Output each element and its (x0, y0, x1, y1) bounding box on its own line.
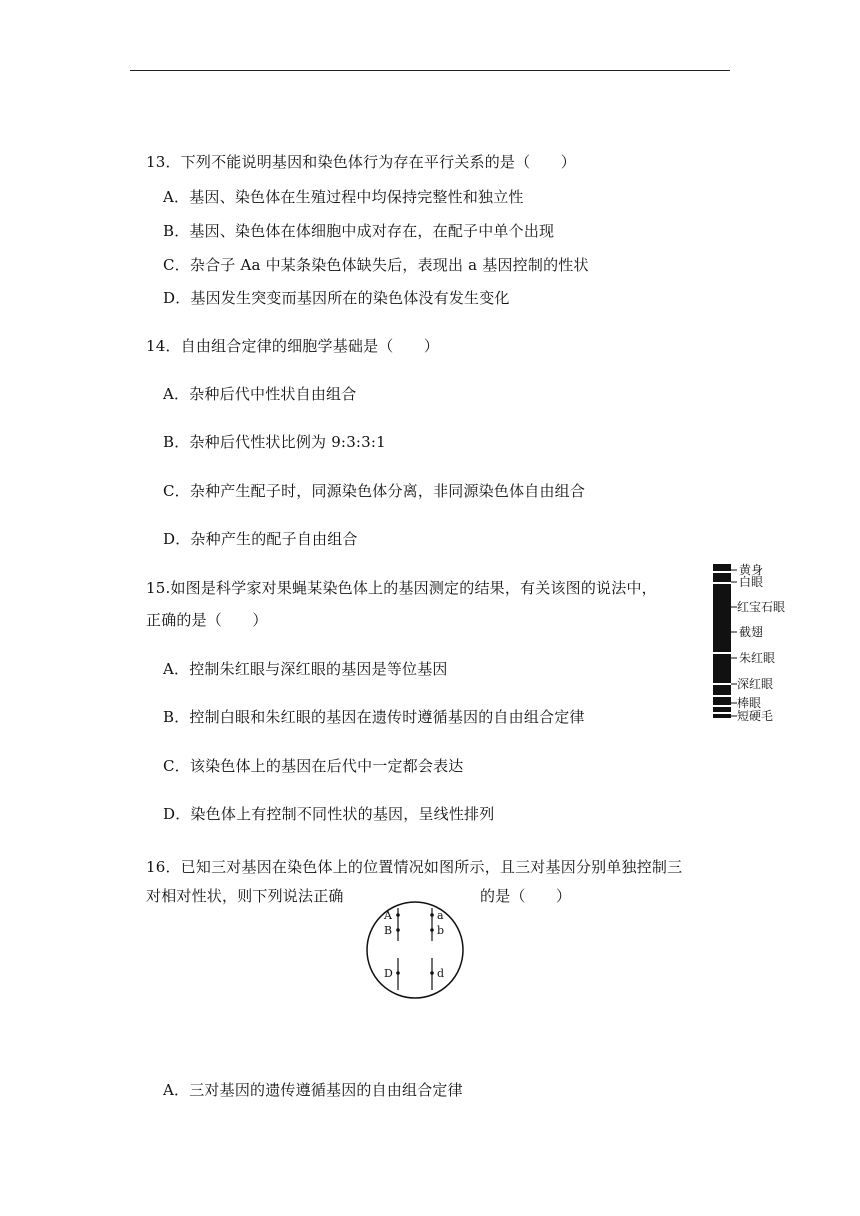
gene-label-cut-wing: 截翅 (739, 625, 764, 639)
gene-label-short-bristle: 短硬毛 (737, 709, 774, 723)
chromosome-gene-map-figure (705, 562, 855, 724)
allele-label-d: d (437, 967, 445, 980)
gene-label-carmine-eye: 深红眼 (737, 677, 774, 691)
allele-label-A: A (384, 909, 392, 922)
allele-label-b: b (437, 924, 445, 937)
q15-option-a: A．控制朱红眼与深红眼的基因是等位基因 (163, 660, 448, 678)
gene-label-bar-eye: 棒眼 (737, 696, 762, 710)
gene-label-yellow-body: 黄身 (739, 563, 764, 577)
allele-label-B: B (384, 924, 393, 937)
q13-option-a: A．基因、染色体在生殖过程中均保持完整性和独立性 (163, 188, 524, 206)
gene-label-white-eye: 白眼 (739, 575, 764, 589)
q16-stem-line1: 16．已知三对基因在染色体上的位置情况如图所示，且三对基因分别单独控制三 (146, 858, 683, 876)
q15-option-c: C．该染色体上的基因在后代中一定都会表达 (163, 757, 464, 775)
q15-stem-line2: 正确的是（ ） (146, 611, 268, 629)
cell-membrane-circle (367, 902, 463, 998)
q16-stem-line2a: 对相对性状，则下列说法正确 (146, 887, 344, 905)
q13-stem: 13．下列不能说明基因和染色体行为存在平行关系的是（ ） (146, 153, 576, 171)
q14-stem: 14．自由组合定律的细胞学基础是（ ） (146, 337, 440, 355)
q15-option-d: D．染色体上有控制不同性状的基因，呈线性排列 (163, 805, 495, 823)
q13-option-c: C．杂合子 Aa 中某条染色体缺失后，表现出 a 基因控制的性状 (163, 256, 589, 274)
q15-option-b: B．控制白眼和朱红眼的基因在遗传时遵循基因的自由组合定律 (163, 708, 585, 726)
q13-option-b: B．基因、染色体在体细胞中成对存在，在配子中单个出现 (163, 222, 555, 240)
q16-option-a: A．三对基因的遗传遵循基因的自由组合定律 (163, 1081, 463, 1099)
header-rule (130, 70, 730, 71)
q15-stem-line1: 15.如图是科学家对果蝇某染色体上的基因测定的结果，有关该图的说法中， (146, 579, 657, 597)
allele-label-D: D (384, 967, 393, 980)
q14-option-b: B．杂种后代性状比例为 9:3:3:1 (163, 433, 386, 451)
allele-label-a: a (437, 909, 444, 922)
cell-chromosome-figure (365, 898, 465, 1002)
q16-stem-line2b: 的是（ ） (480, 887, 572, 905)
q14-option-a: A．杂种后代中性状自由组合 (163, 385, 357, 403)
q14-option-d: D．杂种产生的配子自由组合 (163, 530, 358, 548)
gene-label-ruby-eye: 红宝石眼 (737, 600, 786, 614)
q14-option-c: C．杂种产生配子时，同源染色体分离，非同源染色体自由组合 (163, 482, 586, 500)
gene-label-vermilion-eye: 朱红眼 (739, 651, 776, 665)
q13-option-d: D．基因发生突变而基因所在的染色体没有发生变化 (163, 289, 510, 307)
chromosome-bar (713, 564, 731, 718)
